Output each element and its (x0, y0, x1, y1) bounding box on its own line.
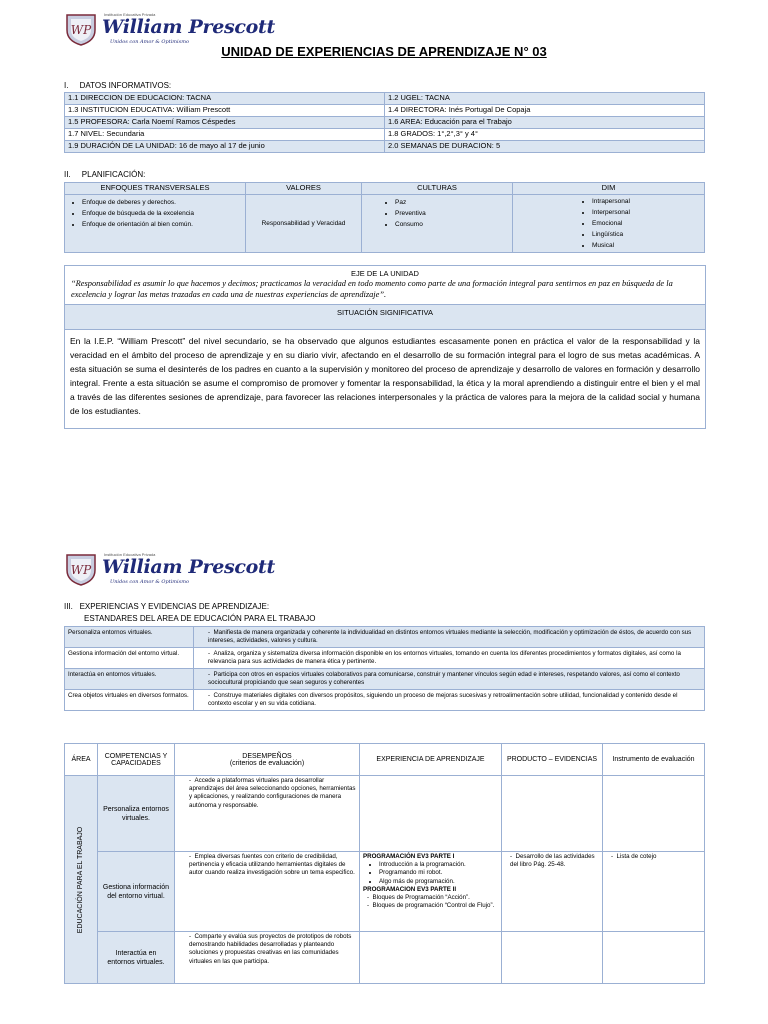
school-crest-icon (64, 552, 98, 586)
list-item: • Intrapersonal (592, 196, 701, 207)
column-header: VALORES (246, 183, 362, 195)
logo-small-text: Institución Educativa Privada (104, 552, 156, 557)
logo-small-text: Institución Educativa Privada (104, 12, 156, 17)
table-row (65, 141, 705, 153)
section-label: EXPERIENCIAS Y EVIDENCIAS DE APRENDIZAJE: (79, 602, 270, 611)
table-row (65, 105, 705, 117)
table-header-row (65, 183, 705, 195)
valores-cell: Responsabilidad y Veracidad (246, 195, 362, 253)
section-number: II. (64, 170, 71, 179)
table-row (65, 129, 705, 141)
section-3-heading (64, 602, 269, 611)
dim-cell (513, 195, 705, 253)
estandar-text: Manifiesta de manera organizada y coherente la individualidad en distintos entornos virtuales mediante la selección, modificación y optimización de éstos, de acuerdo con sus intereses, actividades, valores y cultura. (208, 629, 692, 644)
table-cell (360, 776, 502, 852)
table-row (65, 852, 705, 932)
table-row (65, 117, 705, 129)
list-item: • Consumo (395, 219, 509, 230)
enfoques-cell (65, 195, 246, 253)
list-item: • Paz (395, 197, 509, 208)
column-header: PRODUCTO – EVIDENCIAS (502, 744, 603, 776)
section-2-heading (64, 170, 145, 179)
list-item: • Enfoque de búsqueda de la excelencia (82, 208, 242, 219)
column-header: COMPETENCIAS Y CAPACIDADES (98, 744, 175, 776)
list-item: • Enfoque de orientación al bien común. (82, 219, 242, 230)
experiencia-cell (360, 852, 502, 932)
table-cell: 1.4 DIRECTORA: Inés Portugal De Copaja (385, 105, 705, 117)
table-cell (502, 776, 603, 852)
table-cell: - Manifiesta de manera organizada y coherente la individualidad en distintos entornos virtuales mediante la selección, modificación y optimización de éstos, de acuerdo con sus intereses, actividades, valores y cultura. (194, 627, 705, 648)
table-row (65, 195, 705, 253)
capacidad-cell: Interactúa en entornos virtuales. (98, 932, 175, 984)
estandares-heading: ESTANDARES DEL AREA DE EDUCACIÓN PARA EL TRABAJO (84, 614, 316, 623)
svg-text:WP: WP (70, 23, 92, 37)
table-cell: - Participa con otros en espacios virtuales colaborativos para comunicarse, construir y mantener vínculos según edad e intereses, respetando valores, así como el contexto sociocultural propiciando que sean seguros y coherentes (194, 669, 705, 690)
list-item: • Programando mi robot. (379, 869, 498, 877)
table-cell: - Analiza, organiza y sistematiza diversa información disponible en los entornos virtuales, tomando en cuenta los diferentes procedimientos y formatos digitales, así como la relevancia para sus actividades de manera ética y pertinente. (194, 648, 705, 669)
list-item: - Bloques de Programación “Acción”. (367, 894, 470, 902)
table-row (65, 669, 705, 690)
column-header: ÁREA (65, 744, 98, 776)
logo-motto: Unidos con Amor & Optimismo (110, 39, 189, 45)
table-row (65, 627, 705, 648)
section-number: I. (64, 81, 69, 90)
table-cell: Gestiona información del entorno virtual. (65, 648, 194, 669)
table-cell: 1.5 PROFESORA: Carla Noemí Ramos Céspedes (65, 117, 385, 129)
column-header: EXPERIENCIA DE APRENDIZAJE (360, 744, 502, 776)
table-cell: Crea objetos virtuales en diversos formatos. (65, 690, 194, 711)
table-cell: 1.2 UGEL: TACNA (385, 93, 705, 105)
estandar-text: Construye materiales digitales con diversos propósitos, siguiendo un proceso de mejoras sucesivas y retroalimentación sobre utilidad, funcionalidad y contenido desde el contexto escolar y en su vida cotidiana. (208, 692, 678, 707)
list-item: • Lingüística (592, 229, 701, 240)
column-header: CULTURAS (362, 183, 513, 195)
list-item: • Algo más de programación. (379, 878, 498, 886)
list-item: • Musical (592, 240, 701, 251)
column-header (175, 744, 360, 776)
table-header-row (65, 744, 705, 776)
table-cell: 1.9 DURACIÓN DE LA UNIDAD: 16 de mayo al 17 de junio (65, 141, 385, 153)
situacion-title: SITUACIÓN SIGNIFICATIVA (65, 304, 705, 330)
page-title: UNIDAD DE EXPERIENCIAS DE APRENDIZAJE N° 03 (221, 44, 547, 59)
planificacion-table (64, 182, 705, 253)
desempeno-cell: - Emplea diversas fuentes con criterio de credibilidad, pertinencia y eficacia utilizando herramientas digitales de autor cuando realiza investigación sobre un tema especifico. (175, 852, 360, 932)
eje-title: EJE DE LA UNIDAD (351, 269, 419, 278)
section-number: III. (64, 602, 73, 611)
column-header: DIM (513, 183, 705, 195)
table-cell: Interactúa en entornos virtuales. (65, 669, 194, 690)
culturas-cell (362, 195, 513, 253)
experiencia-title: PROGRAMACION EV3 PARTE II (363, 885, 457, 893)
header-line: DESEMPEÑOS (242, 752, 292, 760)
school-logo (64, 12, 275, 48)
logo-motto: Unidos con Amor & Optimismo (110, 579, 189, 585)
estandar-text: Analiza, organiza y sistematiza diversa información disponible en los entornos virtuales, tomando en cuenta los diferentes procedimientos y formatos digitales, así como la relevancia para sus actividades de manera ética y pertinente. (208, 650, 681, 665)
area-cell (65, 776, 98, 984)
table-cell: 2.0 SEMANAS DE DURACION: 5 (385, 141, 705, 153)
table-row (65, 690, 705, 711)
desempeno-cell: - Comparte y evalúa sus proyectos de prototipos de robots demostrando habilidades desarrolladas y planteando soluciones y propuestas creativas en las comunidades virtuales en las que participa. (175, 932, 360, 984)
list-item: • Emocional (592, 218, 701, 229)
list-item: • Interpersonal (592, 207, 701, 218)
table-cell: - Construye materiales digitales con diversos propósitos, siguiendo un proceso de mejoras sucesivas y retroalimentación sobre utilidad, funcionalidad y contenido desde el contexto escolar y en su vida cotidiana. (194, 690, 705, 711)
list-item-text: Bloques de programación “Control de Flujo”. (372, 902, 495, 910)
instrumento-text: Lista de cotejo (616, 853, 657, 860)
column-header: Instrumento de evaluación (603, 744, 705, 776)
table-cell: 1.6 AREA: Educación para el Trabajo (385, 117, 705, 129)
list-item: • Enfoque de deberes y derechos. (82, 197, 242, 208)
eje-quote: “Responsabilidad es asumir lo que hacemos y decimos; practicamos la veracidad en todo momento como parte de una formación integral para sentirnos en paz en búsqueda de la excelencia y lograr las metas trazadas en cada una de nuestras experiencias de aprendizaje”. (71, 279, 673, 299)
header-line: (criterios de evaluación) (229, 759, 305, 767)
list-item: - Bloques de programación “Control de Flujo”. (367, 902, 495, 910)
table-row (65, 776, 705, 852)
capacidad-cell: Personaliza entornos virtuales. (98, 776, 175, 852)
table-row (65, 648, 705, 669)
datos-table (64, 92, 705, 153)
svg-text:WP: WP (70, 563, 92, 577)
desempeno-text: Emplea diversas fuentes con criterio de credibilidad, pertinencia y eficacia utilizando herramientas digitales de autor cuando realiza investigación sobre un tema especifico. (189, 853, 355, 877)
capacidad-cell: Gestiona información del entorno virtual. (98, 852, 175, 932)
estandares-table (64, 626, 705, 711)
list-item: • Preventiva (395, 208, 509, 219)
competencias-table (64, 743, 705, 984)
experiencia-title: PROGRAMACIÓN EV3 PARTE I (363, 853, 455, 860)
section-label: PLANIFICACIÓN: (81, 170, 146, 179)
table-cell (502, 932, 603, 984)
table-cell: 1.1 DIRECCION DE EDUCACION: TACNA (65, 93, 385, 105)
table-cell: Personaliza entornos virtuales. (65, 627, 194, 648)
logo-name: William Prescott (102, 16, 275, 38)
table-cell: 1.3 INSTITUCION EDUCATIVA: William Prescott (65, 105, 385, 117)
school-crest-icon (64, 12, 98, 46)
list-item: • Introducción a la programación. (379, 861, 498, 869)
table-row (65, 932, 705, 984)
desempeno-text: Accede a plataformas virtuales para desarrollar aprendizajes del área seleccionando opciones, herramientas y aplicaciones, y realizando configuraciones de manera autónoma y responsable. (189, 777, 356, 809)
column-header: ENFOQUES TRANSVERSALES (65, 183, 246, 195)
instrumento-cell: - Lista de cotejo (603, 852, 705, 932)
table-cell (360, 932, 502, 984)
table-cell (603, 776, 705, 852)
situacion-text: En la I.E.P. “William Prescott” del nivel secundario, se ha observado que algunos estudiantes escasamente ponen en práctica el valor de la responsabilidad y la veracidad en el ámbito del proceso de aprendizaje y en su diario vivir, afectando en el desarrollo de su formación integral para el logro de sus metas académicas. A esta situación se suma el desinterés de los padres en cuanto a la supervisión y monitoreo del proceso de aprendizaje y desarrollo de valores en formación y desarrollo integral. Frente a esta situación se asume el compromiso de promover y fomentar la responsabilidad, la ética y la moral aprendiendo a distinguir entre el bien y el mal a través de las diferentes sesiones de aprendizaje, para favorecer las relaciones interpersonales y la práctica de valores para la mejora de la calidad social y humana de los estudiantes. (70, 336, 700, 416)
logo-name: William Prescott (102, 556, 275, 578)
desempeno-cell: - Accede a plataformas virtuales para desarrollar aprendizajes del área seleccionando opciones, herramientas y aplicaciones, y realizando configuraciones de manera autónoma y responsable. (175, 776, 360, 852)
table-cell: 1.8 GRADOS: 1°,2°,3° y 4° (385, 129, 705, 141)
table-cell (603, 932, 705, 984)
producto-text: Desarrollo de las actividades del libro Pág. 25-48. (510, 853, 595, 869)
section-1-heading (64, 81, 171, 90)
desempeno-text: Comparte y evalúa sus proyectos de prototipos de robots demostrando habilidades desarrolladas y planteando soluciones y propuestas creativas en las comunidades virtuales en las que participa. (189, 933, 352, 965)
section-label: DATOS INFORMATIVOS: (79, 81, 172, 90)
list-item-text: Bloques de Programación “Acción”. (372, 894, 470, 902)
estandar-text: Participa con otros en espacios virtuales colaborativos para comunicarse, construir y mantener vínculos según edad e intereses, respetando valores, así como el contexto sociocultural propiciando que sean seguros y coherentes (208, 671, 680, 686)
eje-box (64, 265, 706, 429)
school-logo (64, 552, 275, 588)
area-label: EDUCACIÓN PARA EL TRABAJO (76, 826, 84, 933)
producto-cell: - Desarrollo de las actividades del libro Pág. 25-48. (502, 852, 603, 932)
table-cell: 1.7 NIVEL: Secundaria (65, 129, 385, 141)
table-row (65, 93, 705, 105)
